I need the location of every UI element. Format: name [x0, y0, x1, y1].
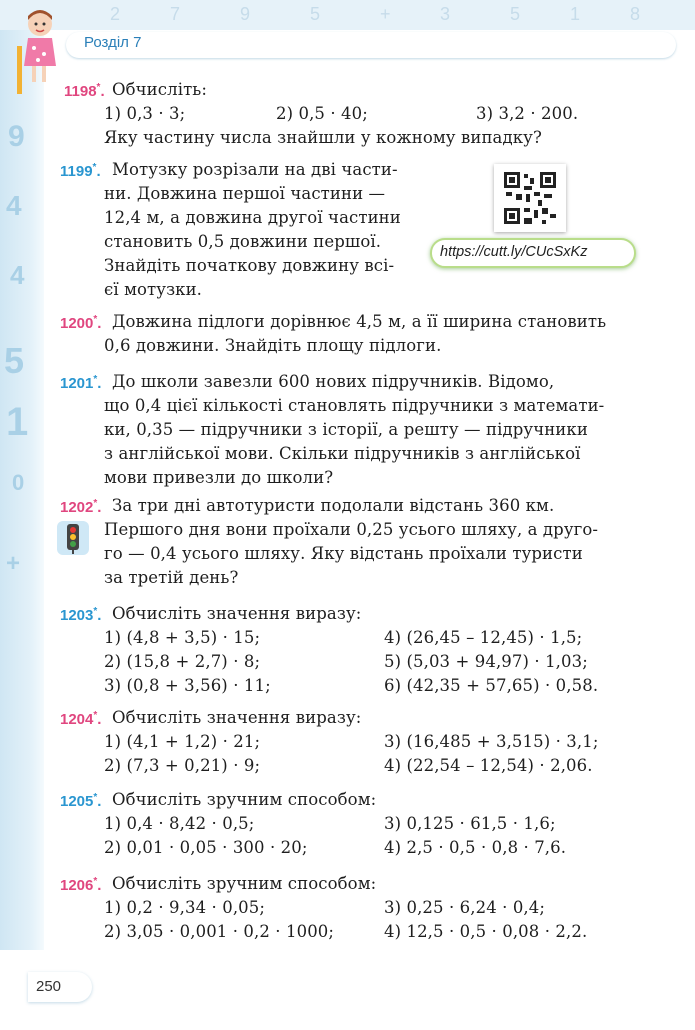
- page-number: 250: [36, 978, 62, 995]
- problem-1199-line: 12,4 м, а довжина другої частини: [104, 208, 401, 227]
- problem-1202-line: За три дні автотуристи подолали відстань 360 км.: [112, 496, 555, 515]
- problem-1198-question: Яку частину числа знайшли у кожному випадку?: [104, 128, 542, 147]
- problem-1201-line: мови привезли до школи?: [104, 468, 334, 487]
- problem-1205-item: 4) 2,5 · 0,5 · 0,8 · 7,6.: [384, 838, 567, 857]
- problem-number-1202: 1202*.: [60, 498, 102, 516]
- problem-1202-line: Першого дня вони проїхали 0,25 усього шляху, а друго-: [104, 520, 599, 539]
- problem-1202-line: за третій день?: [104, 568, 239, 587]
- problem-1205-item: 1) 0,4 · 8,42 · 0,5;: [104, 814, 255, 833]
- problem-1203-item: 1) (4,8 + 3,5) · 15;: [104, 628, 261, 647]
- problem-number-1198: 1198*.: [64, 82, 105, 100]
- problem-1203-item: 3) (0,8 + 3,56) · 11;: [104, 676, 271, 695]
- problem-1206-item: 1) 0,2 · 9,34 · 0,05;: [104, 898, 266, 917]
- problem-1206-item: 3) 0,25 · 6,24 · 0,4;: [384, 898, 546, 917]
- girl-mascot-icon: [14, 6, 62, 94]
- problem-1205-item: 2) 0,01 · 0,05 · 300 · 20;: [104, 838, 308, 857]
- problem-1204-item: 3) (16,485 + 3,515) · 3,1;: [384, 732, 599, 751]
- qr-code-icon[interactable]: [494, 164, 566, 232]
- problem-1200-line: Довжина підлоги дорівнює 4,5 м, а її ширина становить: [112, 312, 607, 331]
- problem-number-1200: 1200*.: [60, 314, 102, 332]
- problem-1201-line: з англійської мови. Скільки підручників з англійської: [104, 444, 581, 463]
- problem-1201-line: ки, 0,35 — підручники з історії, а решту — підручники: [104, 420, 588, 439]
- problem-1203-line: Обчисліть значення виразу:: [112, 604, 362, 623]
- problem-1203-item: 4) (26,45 – 12,45) · 1,5;: [384, 628, 583, 647]
- problem-1198-item: 2) 0,5 · 40;: [276, 104, 368, 123]
- side-decor-strip: 9 4 4 5 1 0 +: [0, 30, 44, 950]
- problem-1203-item: 5) (5,03 + 94,97) · 1,03;: [384, 652, 588, 671]
- problem-1201-line: що 0,4 цієї кількості становлять підручники з математи-: [104, 396, 605, 415]
- problem-1203-item: 6) (42,35 + 57,65) · 0,58.: [384, 676, 599, 695]
- header-bar: [66, 32, 676, 58]
- problem-1206-line: Обчисліть зручним способом:: [112, 874, 377, 893]
- problem-1204-item: 4) (22,54 – 12,54) · 2,06.: [384, 756, 593, 775]
- problem-1198-line: Обчисліть:: [112, 80, 208, 99]
- problem-1199-line: єї мотузки.: [104, 280, 203, 299]
- link-url[interactable]: https://cutt.ly/CUcSxKz: [440, 244, 588, 260]
- problem-1205-item: 3) 0,125 · 61,5 · 1,6;: [384, 814, 556, 833]
- top-decor-strip: 2 7 9 5 + 3 5 1 8: [0, 0, 695, 30]
- problem-1201-line: До школи завезли 600 нових підручників. Відомо,: [112, 372, 555, 391]
- traffic-light-icon: [56, 520, 90, 556]
- problem-1206-item: 4) 12,5 · 0,5 · 0,08 · 2,2.: [384, 922, 588, 941]
- problem-number-1205: 1205*.: [60, 792, 102, 810]
- problem-number-1199: 1199*.: [60, 162, 101, 180]
- problem-number-1204: 1204*.: [60, 710, 102, 728]
- problem-number-1206: 1206*.: [60, 876, 102, 894]
- problem-1205-line: Обчисліть зручним способом:: [112, 790, 377, 809]
- problem-1200-line: 0,6 довжини. Знайдіть площу підлоги.: [104, 336, 442, 355]
- section-title: Розділ 7: [84, 34, 142, 51]
- problem-1204-line: Обчисліть значення виразу:: [112, 708, 362, 727]
- problem-1204-item: 1) (4,1 + 1,2) · 21;: [104, 732, 261, 751]
- problem-1199-line: ни. Довжина першої частини —: [104, 184, 386, 203]
- problem-number-1201: 1201*.: [60, 374, 102, 392]
- problem-1198-item: 1) 0,3 · 3;: [104, 104, 186, 123]
- problem-1199-line: Мотузку розрізали на дві части-: [112, 160, 398, 179]
- problem-1198-item: 3) 3,2 · 200.: [476, 104, 579, 123]
- problem-1199-line: Знайдіть початкову довжину всі-: [104, 256, 395, 275]
- problem-number-1203: 1203*.: [60, 606, 102, 624]
- problem-1199-line: становить 0,5 довжини першої.: [104, 232, 382, 251]
- problem-1206-item: 2) 3,05 · 0,001 · 0,2 · 1000;: [104, 922, 335, 941]
- problem-1202-line: го — 0,4 усього шляху. Яку відстань проїхали туристи: [104, 544, 583, 563]
- problem-1203-item: 2) (15,8 + 2,7) · 8;: [104, 652, 261, 671]
- problem-1204-item: 2) (7,3 + 0,21) · 9;: [104, 756, 261, 775]
